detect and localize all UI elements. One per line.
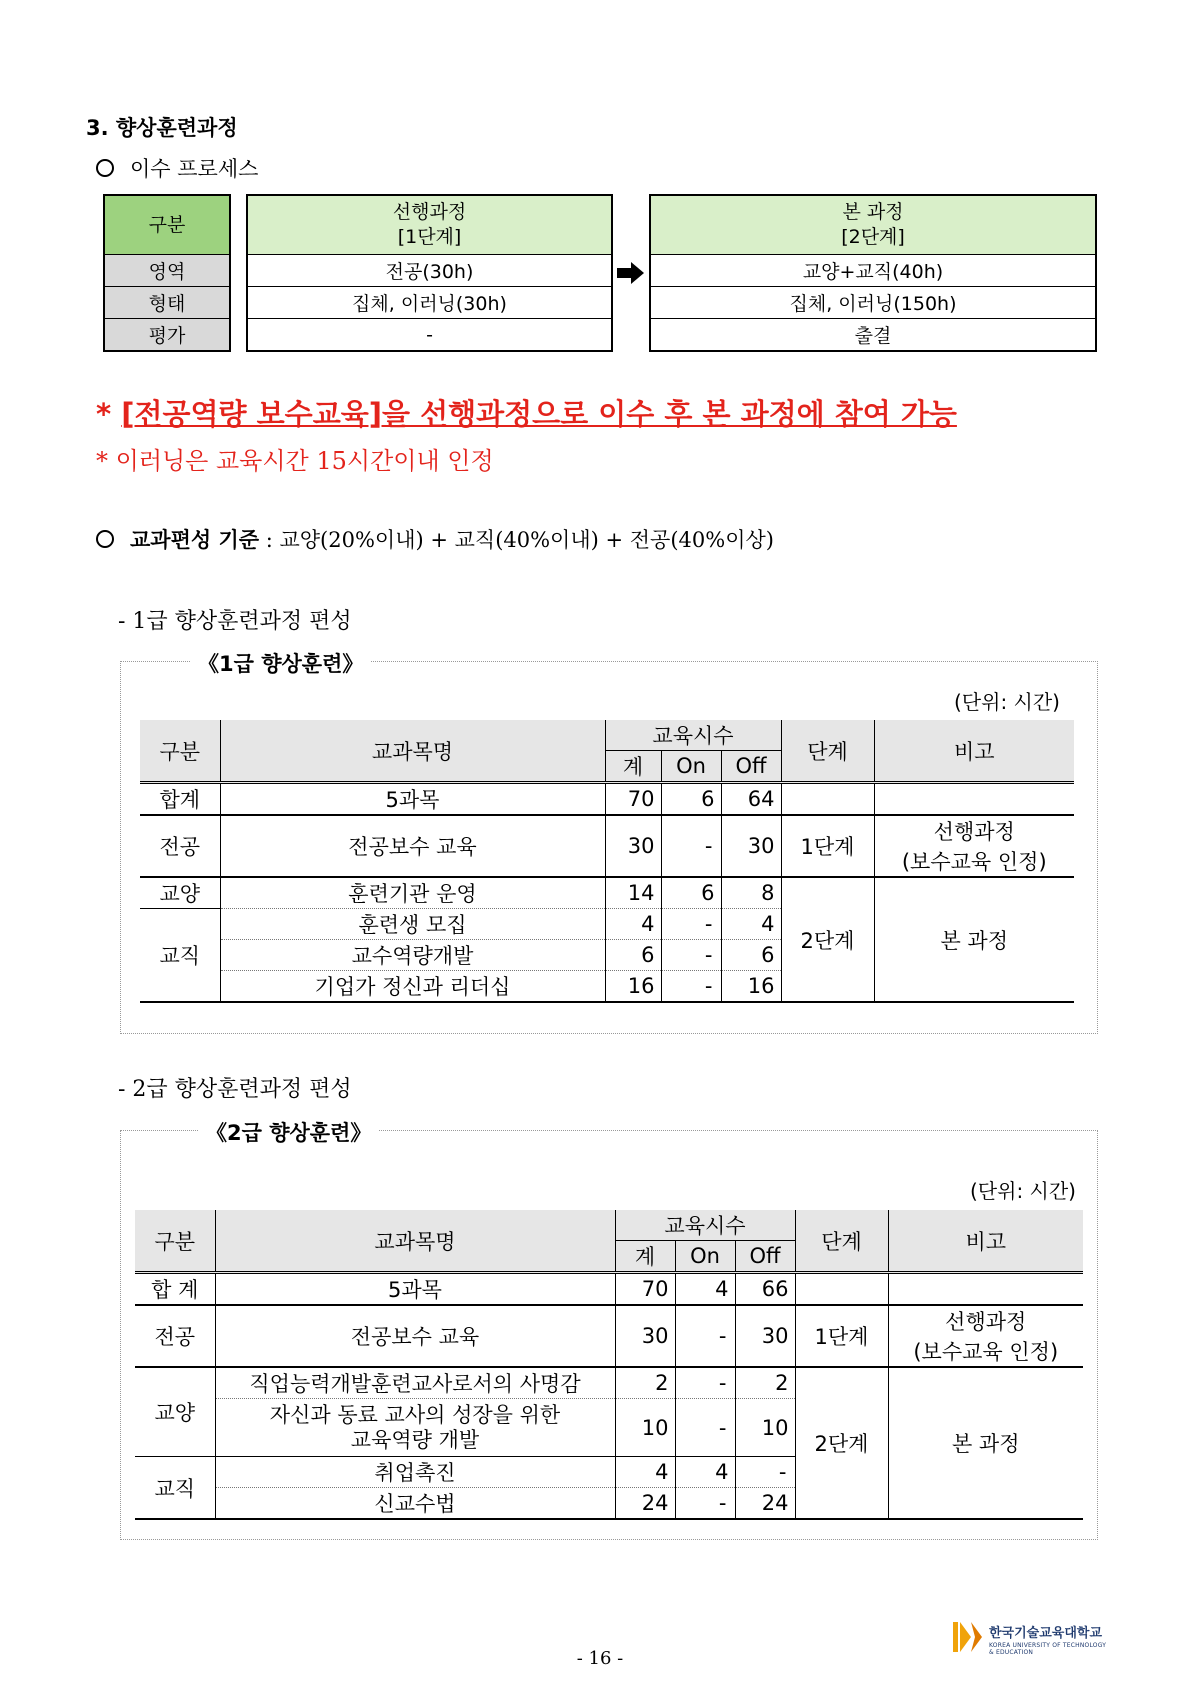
grade1-row-subject: 교수역량개발	[220, 940, 605, 971]
grade2-cat-teaching: 교직	[135, 1457, 215, 1520]
grade2-row-on: -	[675, 1488, 735, 1520]
grade1-row-subject: 훈련생 모집	[220, 909, 605, 940]
grade2-row-total: 4	[615, 1457, 675, 1488]
main-course-stage: [2단계]	[841, 226, 905, 248]
grade1-row-subject: 훈련기관 운영	[220, 877, 605, 909]
grade1-sum-off: 64	[721, 783, 781, 816]
grade1-sum-on: 6	[661, 783, 721, 816]
criteria-label: 교과편성 기준	[130, 528, 260, 552]
process-label-table	[103, 194, 231, 352]
grade1-major-note-line1: 선행과정	[933, 820, 1015, 844]
grade1-row-off: 16	[721, 971, 781, 1003]
pre-course-title: 선행과정	[392, 201, 467, 223]
circle-bullet-icon	[96, 530, 114, 548]
grade1-major-subject: 전공보수 교육	[220, 815, 605, 877]
grade1-row-on: -	[661, 909, 721, 940]
pre-course-row: 집체, 이러닝(30h)	[247, 287, 612, 319]
grade2-panel-title: 《2급 향상훈련》	[198, 1117, 379, 1147]
grade2-row-subject: 신교수법	[215, 1488, 615, 1520]
pre-course-head	[247, 195, 612, 255]
main-course-title: 본 과정	[842, 201, 904, 223]
grade2-major-off: 30	[735, 1305, 795, 1367]
grade2-row-subject: 취업촉진	[215, 1457, 615, 1488]
grade2-row-total: 10	[615, 1399, 675, 1457]
grade2-head-off: Off	[735, 1241, 795, 1273]
grade1-sum-total: 70	[605, 783, 661, 816]
grade2-row-on: -	[675, 1399, 735, 1457]
grade2-cat-liberal: 교양	[135, 1367, 215, 1457]
grade1-head-hours: 교육시수	[605, 720, 781, 751]
grade2-sum-subject: 5과목	[215, 1273, 615, 1306]
grade2-row-off: 24	[735, 1488, 795, 1520]
important-note-text: [전공역량 보수교육]을 선행과정으로 이수 후 본 과정에 참여 가능	[121, 397, 957, 431]
main-course-row: 교양+교직(40h)	[650, 255, 1096, 287]
grade2-sum-note	[888, 1273, 1083, 1306]
pre-course-table	[246, 194, 613, 352]
grade1-head-category: 구분	[140, 720, 220, 783]
grade2-row-off: 2	[735, 1367, 795, 1399]
grade1-sum-subject: 5과목	[220, 783, 605, 816]
process-heading-line	[96, 153, 258, 183]
grade2-row-subject-line2: 교육역량 개발	[350, 1427, 480, 1452]
page-number: - 16 -	[576, 1648, 624, 1669]
grade2-row-subject	[215, 1399, 615, 1457]
main-course-head	[650, 195, 1096, 255]
process-heading: 이수 프로세스	[130, 157, 259, 181]
grade2-head-on: On	[675, 1241, 735, 1273]
grade2-row-total: 2	[615, 1367, 675, 1399]
grade1-row-subject: 기업가 정신과 리더십	[220, 971, 605, 1003]
grade2-row-on: 4	[675, 1457, 735, 1488]
grade1-sum-category: 합계	[140, 783, 220, 816]
grade2-subheading: - 2급 향상훈련과정 편성	[118, 1077, 352, 1102]
grade2-sum-total: 70	[615, 1273, 675, 1306]
grade1-panel-title: 《1급 향상훈련》	[190, 648, 371, 678]
grade1-cat-teaching: 교직	[140, 909, 220, 1003]
grade1-head-stage: 단계	[781, 720, 874, 783]
section-title: 3. 향상훈련과정	[86, 116, 238, 140]
grade2-row-total: 24	[615, 1488, 675, 1520]
process-label-row: 형태	[104, 287, 230, 319]
grade1-row-off: 8	[721, 877, 781, 909]
university-logo	[951, 1618, 1111, 1656]
process-label-row: 영역	[104, 255, 230, 287]
process-label-row: 평가	[104, 319, 230, 352]
grade1-row-on: -	[661, 940, 721, 971]
criteria-line	[96, 524, 774, 554]
grade1-row-off: 4	[721, 909, 781, 940]
grade2-major-note-line1: 선행과정	[945, 1310, 1027, 1334]
criteria-value: : 교양(20%이내) + 교직(40%이내) + 전공(40%이상)	[265, 528, 774, 552]
grade1-head-note: 비고	[874, 720, 1074, 783]
right-arrow-icon	[616, 260, 646, 286]
main-course-row: 출결	[650, 319, 1096, 352]
grade2-stage2: 2단계	[795, 1367, 888, 1519]
grade1-table	[140, 720, 1074, 1003]
grade2-major-on: -	[675, 1305, 735, 1367]
grade2-row-off: 10	[735, 1399, 795, 1457]
grade1-subheading: - 1급 향상훈련과정 편성	[118, 609, 352, 634]
grade1-head-off: Off	[721, 751, 781, 783]
grade2-sum-off: 66	[735, 1273, 795, 1306]
grade1-row-total: 14	[605, 877, 661, 909]
grade2-head-category: 구분	[135, 1210, 215, 1273]
grade2-note-main: 본 과정	[888, 1367, 1083, 1519]
grade1-major-off: 30	[721, 815, 781, 877]
main-course-table	[649, 194, 1097, 352]
grade2-row-subject: 직업능력개발훈련교사로서의 사명감	[215, 1367, 615, 1399]
grade1-unit: (단위: 시간)	[954, 690, 1060, 714]
main-course-row: 집체, 이러닝(150h)	[650, 287, 1096, 319]
grade2-head-hours: 교육시수	[615, 1210, 795, 1241]
process-label-head: 구분	[104, 195, 230, 255]
elearning-note: * 이러닝은 교육시간 15시간이내 인정	[96, 447, 494, 475]
grade2-sum-on: 4	[675, 1273, 735, 1306]
grade2-unit: (단위: 시간)	[970, 1179, 1076, 1203]
grade2-row-off: -	[735, 1457, 795, 1488]
grade2-major-subject: 전공보수 교육	[215, 1305, 615, 1367]
grade1-row-off: 6	[721, 940, 781, 971]
grade2-row-on: -	[675, 1367, 735, 1399]
grade1-head-total: 계	[605, 751, 661, 783]
grade2-major-note	[888, 1305, 1083, 1367]
grade1-head-on: On	[661, 751, 721, 783]
grade2-major-category: 전공	[135, 1305, 215, 1367]
grade1-row-on: 6	[661, 877, 721, 909]
grade2-major-total: 30	[615, 1305, 675, 1367]
grade2-major-note-line2: (보수교육 인정)	[913, 1340, 1059, 1364]
grade1-major-note-line2: (보수교육 인정)	[901, 850, 1047, 874]
grade1-sum-note	[874, 783, 1074, 816]
logo-name: 한국기술교육대학교	[989, 1626, 1103, 1641]
grade1-major-note	[874, 815, 1074, 877]
grade1-stage2: 2단계	[781, 877, 874, 1002]
important-note	[96, 392, 957, 433]
grade1-head-subject: 교과목명	[220, 720, 605, 783]
grade2-head-subject: 교과목명	[215, 1210, 615, 1273]
grade1-row-total: 4	[605, 909, 661, 940]
grade2-major-stage: 1단계	[795, 1305, 888, 1367]
grade1-row-on: -	[661, 971, 721, 1003]
grade1-cat-liberal: 교양	[140, 877, 220, 909]
grade2-head-total: 계	[615, 1241, 675, 1273]
grade1-row-total: 16	[605, 971, 661, 1003]
grade2-head-note: 비고	[888, 1210, 1083, 1273]
grade2-row-subject-line1: 자신과 동료 교사의 성장을 위한	[269, 1402, 561, 1427]
important-note-prefix: *	[96, 397, 122, 431]
pre-course-stage: [1단계]	[397, 226, 462, 248]
pre-course-row: -	[247, 319, 612, 352]
grade2-sum-stage	[795, 1273, 888, 1306]
pre-course-row: 전공(30h)	[247, 255, 612, 287]
grade1-note-main: 본 과정	[874, 877, 1074, 1002]
grade1-sum-stage	[781, 783, 874, 816]
circle-bullet-icon	[96, 159, 114, 177]
grade1-row-total: 6	[605, 940, 661, 971]
grade1-major-stage: 1단계	[781, 815, 874, 877]
grade2-sum-category: 합 계	[135, 1273, 215, 1306]
logo-sub: KOREA UNIVERSITY OF TECHNOLOGY & EDUCATION	[989, 1642, 1107, 1656]
university-emblem-icon	[951, 1618, 985, 1656]
grade2-head-stage: 단계	[795, 1210, 888, 1273]
grade1-major-total: 30	[605, 815, 661, 877]
grade1-major-category: 전공	[140, 815, 220, 877]
grade1-major-on: -	[661, 815, 721, 877]
grade2-table	[135, 1210, 1083, 1520]
